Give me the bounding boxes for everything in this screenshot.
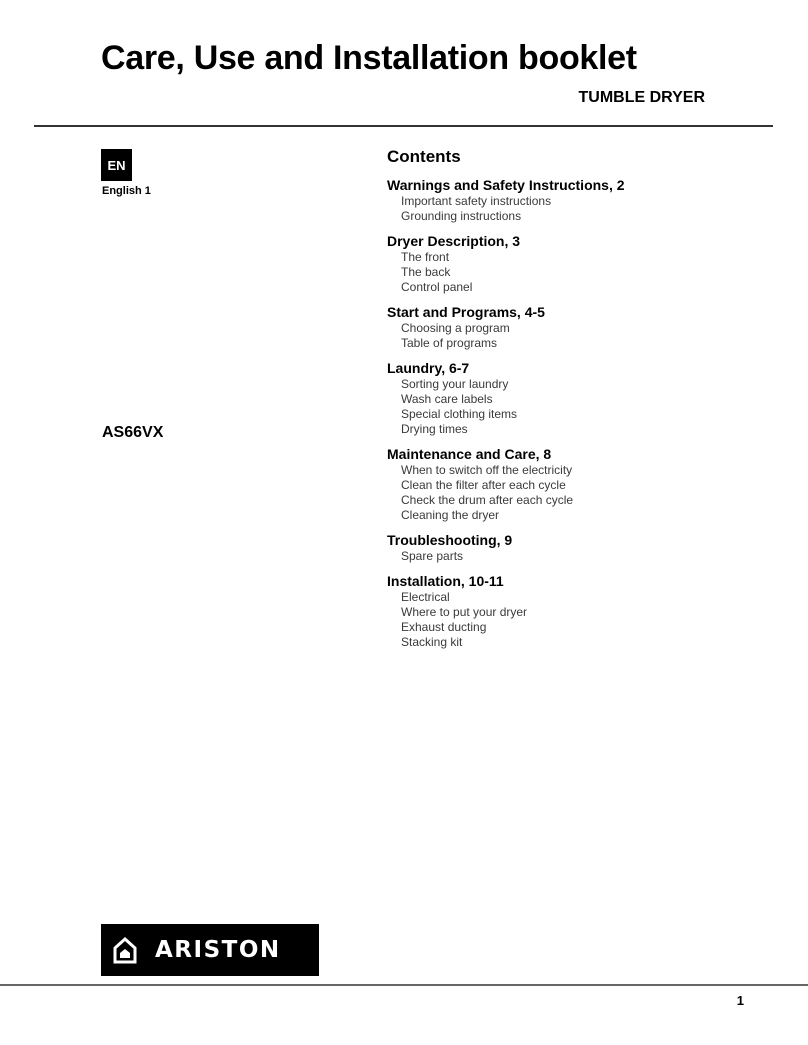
toc-section-title: Laundry, 6-7 (387, 360, 470, 376)
toc-item: When to switch off the electricity (401, 463, 573, 477)
language-badge: EN (101, 149, 132, 181)
toc-item: Clean the filter after each cycle (401, 478, 566, 492)
toc-section-title: Start and Programs, 4-5 (387, 304, 545, 320)
toc-item: The back (401, 265, 451, 279)
toc-item: Check the drum after each cycle (401, 493, 574, 507)
toc-item: Choosing a program (401, 321, 510, 335)
model-number: AS66VX (102, 424, 164, 441)
toc-item: Where to put your dryer (401, 605, 528, 619)
product-type: TUMBLE DRYER (578, 89, 705, 106)
toc-item: Electrical (401, 590, 450, 604)
toc-section-programs (387, 304, 767, 351)
toc-item: Sorting your laundry (401, 377, 509, 391)
page-number: 1 (736, 993, 744, 1008)
toc-section-title: Installation, 10-11 (387, 573, 504, 589)
toc-item: Wash care labels (401, 392, 493, 406)
language-label: English 1 (102, 185, 151, 197)
house-icon (109, 934, 141, 966)
footer-divider (0, 984, 808, 986)
toc-section-title: Dryer Description, 3 (387, 233, 521, 249)
toc-item: Table of programs (401, 336, 498, 350)
toc-section-title: Warnings and Safety Instructions, 2 (387, 177, 625, 193)
toc-item: Spare parts (401, 549, 464, 563)
header-divider (34, 125, 773, 127)
toc-section-description (387, 233, 767, 295)
toc-item: Exhaust ducting (401, 620, 487, 634)
toc-section-troubleshooting (387, 532, 767, 564)
toc-item: Control panel (401, 280, 473, 294)
brand-name: ARISTON (155, 937, 281, 963)
toc-item: Stacking kit (401, 635, 463, 649)
toc-section-title: Maintenance and Care, 8 (387, 446, 552, 462)
toc-item: Special clothing items (401, 407, 518, 421)
document-title: Care, Use and Installation booklet (101, 39, 637, 77)
toc-section-warnings (387, 177, 767, 224)
toc-item: Cleaning the dryer (401, 508, 500, 522)
toc-item: Grounding instructions (401, 209, 522, 223)
toc-section-laundry (387, 360, 767, 437)
brand-logo (101, 924, 319, 976)
toc-section-installation (387, 573, 767, 650)
toc-item: The front (401, 250, 450, 264)
toc-section-title: Troubleshooting, 9 (387, 532, 513, 548)
toc-section-maintenance (387, 446, 767, 523)
table-of-contents (387, 146, 767, 659)
toc-item: Drying times (401, 422, 468, 436)
contents-heading: Contents (387, 147, 461, 166)
toc-item: Important safety instructions (401, 194, 552, 208)
